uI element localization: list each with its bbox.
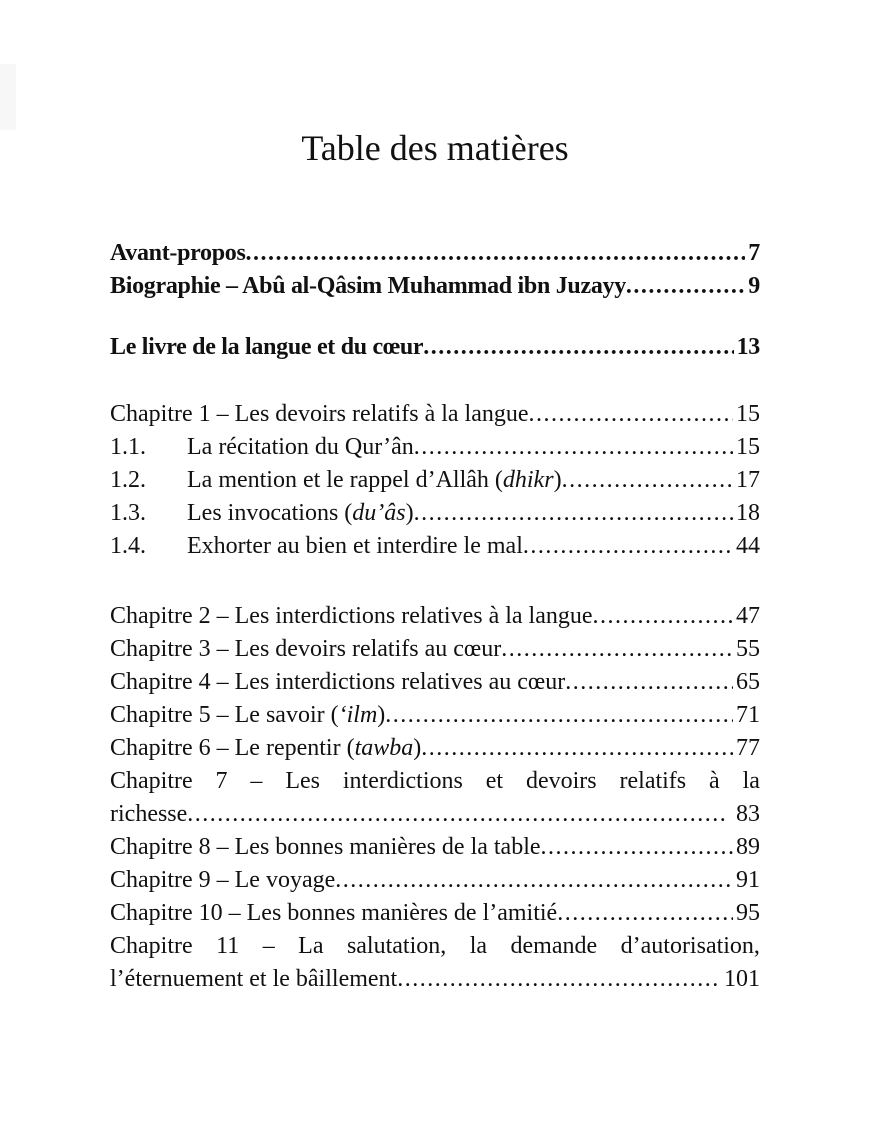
dot-leader [414, 497, 733, 530]
dot-leader [385, 699, 733, 732]
dot-leader [246, 237, 746, 270]
entry-label: Chapitre 3 – Les devoirs relatifs au cœur [110, 636, 502, 662]
page-number: 17 [736, 467, 760, 493]
entry-label: Avant-propos [110, 240, 246, 266]
toc-entry-chapter-1[interactable] [110, 398, 760, 431]
entry-label: Chapitre 10 – Les bonnes manières de l’amitié [110, 900, 558, 926]
page-number: 71 [736, 702, 760, 728]
entry-label: Le livre de la langue et du cœur [110, 334, 424, 360]
entry-label: Chapitre 8 – Les bonnes manières de la table [110, 834, 541, 860]
section-number: 1.2. [110, 467, 146, 493]
page-number: 55 [736, 636, 760, 662]
entry-label: La mention et le rappel d’Allâh (dhikr) [187, 467, 562, 493]
toc-book [110, 331, 760, 364]
dot-leader [423, 331, 733, 364]
page-edge-shadow [0, 64, 16, 130]
entry-label: Chapitre 2 – Les interdictions relatives à la langue [110, 603, 593, 629]
dot-leader [541, 831, 733, 864]
page-number: 18 [736, 500, 760, 526]
toc-entry-avant-propos[interactable] [110, 237, 760, 270]
section-number: 1.3. [110, 500, 146, 526]
page-number: 101 [724, 966, 760, 992]
toc-entry-section-1-3[interactable] [110, 497, 760, 530]
toc-entry-section-1-1[interactable] [110, 431, 760, 464]
page-title: Table des matières [301, 128, 569, 168]
dot-leader [523, 530, 733, 563]
dot-leader [397, 963, 721, 996]
entry-label-line-1: Chapitre 11 – La salutation, la demande d’autorisation, [110, 933, 760, 959]
dot-leader [414, 431, 733, 464]
dot-leader [501, 633, 733, 666]
page-number: 77 [736, 735, 760, 761]
toc-entry-section-1-4[interactable] [110, 530, 760, 563]
toc-entry-chapter-3[interactable] [110, 633, 760, 666]
page-number: 13 [736, 334, 760, 360]
page-number: 83 [736, 801, 760, 827]
toc-entry-chapter-6[interactable] [110, 732, 760, 765]
entry-label: Chapitre 5 – Le savoir (‘ilm) [110, 702, 386, 728]
toc-entry-biographie[interactable] [110, 270, 760, 303]
dot-leader [626, 270, 745, 303]
page-number: 15 [736, 434, 760, 460]
entry-label: Les invocations (du’âs) [187, 500, 414, 526]
dot-leader [562, 464, 733, 497]
page-number: 91 [736, 867, 760, 893]
toc-entry-chapter-11[interactable] [110, 930, 760, 996]
toc-chapters-block [110, 600, 760, 996]
toc-entry-chapter-10[interactable] [110, 897, 760, 930]
dot-leader [421, 732, 733, 765]
page-number: 7 [748, 240, 760, 266]
page-number: 15 [736, 401, 760, 427]
dot-leader [565, 666, 733, 699]
entry-label: Chapitre 6 – Le repentir (tawba) [110, 735, 422, 761]
toc-entry-chapter-8[interactable] [110, 831, 760, 864]
dot-leader [335, 864, 733, 897]
dot-leader [593, 600, 733, 633]
entry-label-line-2 [110, 798, 760, 831]
toc-entry-chapter-4[interactable] [110, 666, 760, 699]
entry-label: l’éternuement et le bâillement [110, 966, 398, 992]
entry-label: La récitation du Qur’ân [187, 434, 414, 460]
entry-label: Biographie – Abû al-Qâsim Muhammad ibn Juzayy [110, 273, 626, 299]
toc-entry-chapter-9[interactable] [110, 864, 760, 897]
entry-label: Chapitre 4 – Les interdictions relatives au cœur [110, 669, 566, 695]
page-number: 89 [736, 834, 760, 860]
toc-entry-chapter-5[interactable] [110, 699, 760, 732]
dot-leader [187, 798, 728, 831]
toc-entry-book[interactable] [110, 331, 760, 364]
entry-label-line-1: Chapitre 7 – Les interdictions et devoirs relatifs à la [110, 768, 760, 794]
dot-leader [529, 398, 733, 431]
entry-label: Exhorter au bien et interdire le mal [187, 533, 523, 559]
toc-front-matter [110, 237, 760, 303]
entry-label: Chapitre 9 – Le voyage [110, 867, 336, 893]
entry-label: Chapitre 1 – Les devoirs relatifs à la langue [110, 401, 529, 427]
page-number: 44 [736, 533, 760, 559]
page-number: 47 [736, 603, 760, 629]
toc-entry-chapter-2[interactable] [110, 600, 760, 633]
page-number: 65 [736, 669, 760, 695]
toc-entry-chapter-7[interactable] [110, 765, 760, 831]
page-number: 95 [736, 900, 760, 926]
entry-label: richesse [110, 801, 188, 827]
section-number: 1.1. [110, 434, 146, 460]
entry-label-line-2 [110, 963, 760, 996]
toc-chapter-1-block [110, 398, 760, 563]
toc-entry-section-1-2[interactable] [110, 464, 760, 497]
page-number: 9 [748, 273, 760, 299]
dot-leader [557, 897, 733, 930]
section-number: 1.4. [110, 533, 146, 559]
